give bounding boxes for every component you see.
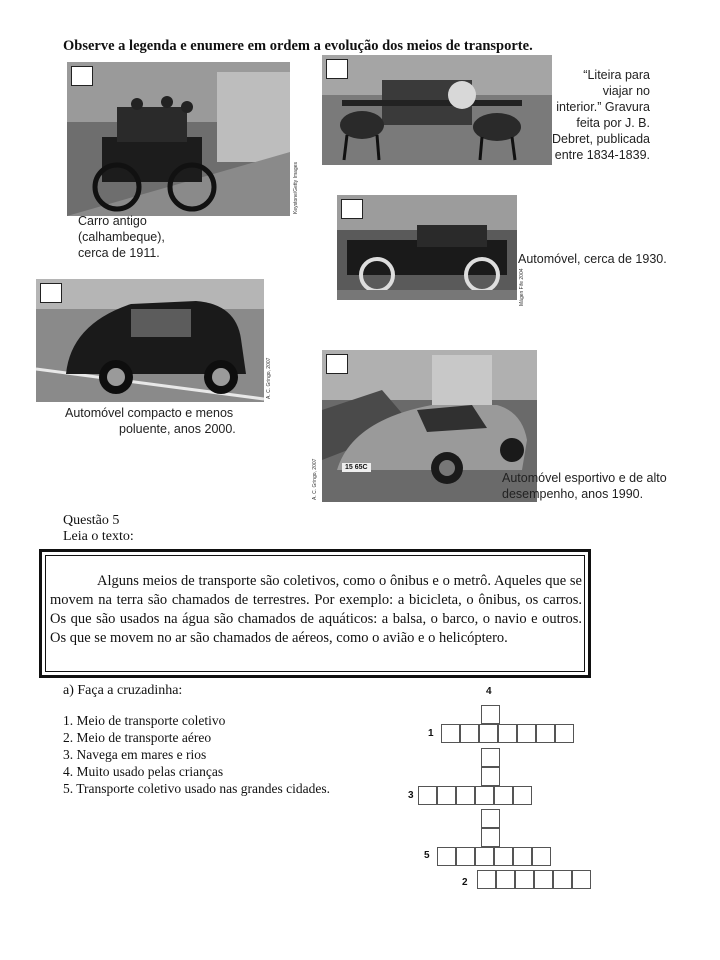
crossword-cell[interactable] — [418, 786, 437, 805]
question-instruction: Leia o texto: — [63, 529, 134, 544]
crossword-cell[interactable] — [536, 724, 555, 743]
crossword-cell[interactable] — [437, 847, 456, 866]
crossword-cell[interactable] — [481, 748, 500, 767]
crossword-cell[interactable] — [572, 870, 591, 889]
crossword-cell[interactable] — [481, 809, 500, 828]
crossword-cell[interactable] — [553, 870, 572, 889]
crossword-cell[interactable] — [475, 847, 494, 866]
crossword-cell[interactable] — [494, 786, 513, 805]
reading-text-box — [39, 549, 591, 678]
calhambeque-image — [67, 62, 290, 216]
crossword-cell[interactable] — [479, 724, 498, 743]
license-plate: 15 65C — [342, 463, 371, 472]
crossword-clues — [63, 712, 330, 797]
crossword-cell[interactable] — [513, 786, 532, 805]
order-checkbox[interactable] — [71, 66, 93, 86]
crossword-cell[interactable] — [437, 786, 456, 805]
photo-auto-1930 — [337, 195, 517, 300]
crossword-cell[interactable] — [481, 705, 500, 724]
crossword-cell[interactable] — [496, 870, 515, 889]
photo-credit: Mágen Fife 2004 — [519, 268, 525, 306]
question-number: Questão 5 — [63, 513, 120, 528]
crossword-cell[interactable] — [513, 847, 532, 866]
crossword-cell[interactable] — [456, 786, 475, 805]
photo-credit: A. C. Gringo, 2007 — [266, 357, 272, 399]
clue-2: 2. Meio de transporte aéreo — [63, 730, 212, 745]
crossword-cell[interactable] — [498, 724, 517, 743]
caption-esportivo: Automóvel esportivo e de alto desempenho, anos 1990. — [502, 471, 667, 501]
photo-compacto — [36, 279, 264, 402]
clue-3: 3. Navega em mares e rios — [63, 747, 207, 762]
auto-1930-image — [337, 195, 517, 300]
order-checkbox[interactable] — [326, 354, 348, 374]
photo-credit: Keystone/Getty Images — [293, 162, 299, 214]
compacto-image — [36, 279, 264, 402]
crossword-cell[interactable] — [515, 870, 534, 889]
caption-compacto: Automóvel compacto e menos poluente, anos 2000. — [65, 406, 236, 436]
crossword-cell[interactable] — [534, 870, 553, 889]
order-checkbox[interactable] — [341, 199, 363, 219]
crossword-number: 1 — [428, 728, 434, 739]
photo-liteira — [322, 55, 552, 165]
caption-auto-1930: Automóvel, cerca de 1930. — [518, 252, 667, 266]
liteira-engraving — [322, 55, 552, 165]
photo-credit: A. C. Gringo, 2007 — [312, 458, 318, 500]
order-checkbox[interactable] — [326, 59, 348, 79]
reading-text: Alguns meios de transporte são coletivos, como o ônibus e o metrô. Aqueles que se movem na terra são chamados de terrestres. Por exemplo: a bicicleta, o ônibus, os carros. Os que são usados na água são chamados de aquáticos: a balsa, o barco, o navio e outros. Os que se movem no ar são chamados de aéreos, como o avião e o helicóptero. — [45, 555, 585, 672]
crossword-number: 2 — [462, 877, 468, 888]
clue-1: 1. Meio de transporte coletivo — [63, 713, 226, 728]
crossword-number: 5 — [424, 850, 430, 861]
clue-5: 5. Transporte coletivo usado nas grandes cidades. — [63, 781, 330, 796]
crossword-cell[interactable] — [460, 724, 479, 743]
crossword-number: 3 — [408, 790, 414, 801]
caption-liteira: “Liteira para viajar no interior.” Gravura feita por J. B. Debret, publicada entre 1834-1839. — [552, 68, 650, 162]
crossword-cell[interactable] — [456, 847, 475, 866]
caption-calhambeque: Carro antigo (calhambeque), cerca de 1911. — [78, 214, 165, 260]
crossword-number: 4 — [486, 686, 492, 697]
photo-calhambeque — [67, 62, 290, 216]
page-title: Observe a legenda e enumere em ordem a evolução dos meios de transporte. — [63, 38, 533, 54]
clue-4: 4. Muito usado pelas crianças — [63, 764, 224, 779]
crossword-cell[interactable] — [532, 847, 551, 866]
crossword-cell[interactable] — [481, 828, 500, 847]
crossword-cell[interactable] — [441, 724, 460, 743]
order-checkbox[interactable] — [40, 283, 62, 303]
crossword-cell[interactable] — [494, 847, 513, 866]
crossword-cell[interactable] — [481, 767, 500, 786]
crossword-cell[interactable] — [555, 724, 574, 743]
crossword-cell[interactable] — [517, 724, 536, 743]
crossword-heading: a) Faça a cruzadinha: — [63, 683, 183, 698]
crossword-cell[interactable] — [475, 786, 494, 805]
crossword-cell[interactable] — [477, 870, 496, 889]
